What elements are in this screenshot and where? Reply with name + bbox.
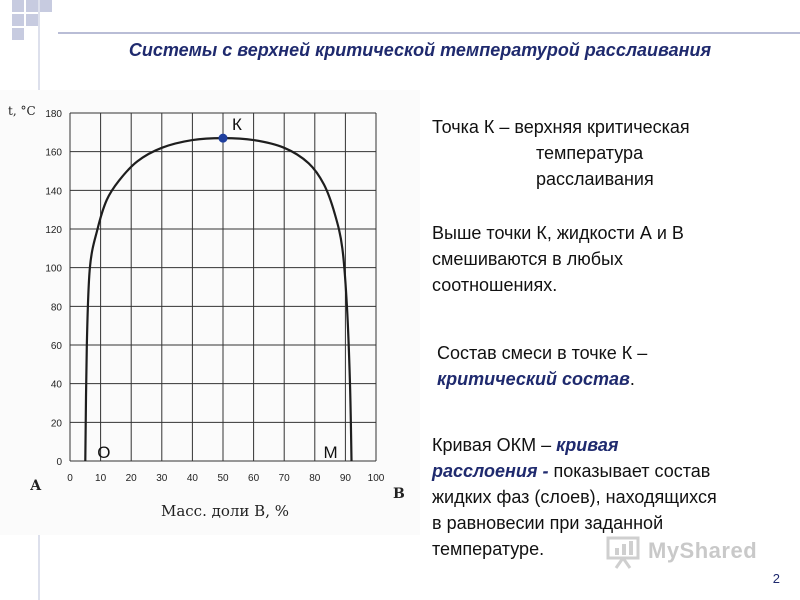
watermark-logo: [606, 535, 776, 569]
y-tick-label: 0: [56, 457, 62, 468]
curve-line5: температуре.: [432, 539, 545, 559]
x-tick-label: 0: [67, 473, 73, 484]
phase-diagram-chart: [0, 90, 420, 535]
presentation-icon: [606, 535, 642, 569]
chart-background: [0, 90, 420, 535]
above-k-line3: соотношениях.: [432, 275, 558, 295]
curve-term-part2: расслоения -: [432, 461, 549, 481]
composition-line2: критический состав.: [437, 369, 635, 389]
x-tick-label: 50: [217, 473, 229, 484]
x-tick-label: 70: [278, 473, 290, 484]
curve-line4: в равновесии при заданной: [432, 513, 664, 533]
x-tick-label: 90: [339, 473, 351, 484]
y-tick-label: 100: [45, 263, 62, 275]
above-k-line2: смешиваются в любых: [432, 249, 623, 269]
y-tick-label: 180: [45, 109, 62, 120]
critical-composition-term: критический состав: [437, 369, 630, 389]
x-tick-label: 80: [309, 473, 321, 484]
x-tick-label: 20: [125, 473, 137, 484]
y-tick-label: 40: [50, 379, 62, 391]
slide-number: 2: [772, 571, 780, 586]
x-left-component-label: А: [30, 478, 42, 494]
point-label-m: М: [323, 443, 338, 462]
x-tick-label: 40: [186, 473, 198, 484]
y-tick-label: 140: [45, 186, 62, 198]
y-tick-label: 60: [50, 341, 62, 352]
y-axis-label: t, °C: [8, 104, 36, 118]
x-tick-label: 100: [367, 473, 385, 484]
decorative-line: [58, 32, 800, 34]
y-tick-label: 120: [45, 225, 62, 236]
curve-line1: Кривая ОКМ – кривая: [432, 435, 619, 455]
y-tick-label: 20: [50, 418, 62, 430]
x-axis-label: Масс. доли В, %: [160, 502, 290, 520]
slide-title: Системы с верхней критической температурой расслаивания: [128, 40, 712, 60]
x-tick-label: 30: [156, 473, 168, 484]
x-right-component-label: В: [393, 486, 405, 502]
curve-term-part1: кривая: [556, 435, 619, 455]
k-definition-line3: расслаивания: [536, 169, 654, 189]
curve-line3: жидких фаз (слоев), находящихся: [432, 487, 717, 507]
point-label-k: К: [232, 115, 242, 135]
x-tick-label: 10: [95, 473, 107, 484]
above-k-line1: Выше точки К, жидкости А и В: [432, 223, 684, 243]
x-tick-label: 60: [248, 473, 260, 484]
k-definition-line1: Точка К – верхняя критическая: [432, 117, 690, 137]
critical-point-k: [219, 134, 228, 143]
y-tick-label: 160: [45, 147, 62, 159]
point-label-o: О: [97, 443, 111, 462]
k-definition-line2: температура: [536, 143, 644, 163]
y-tick-label: 80: [50, 302, 62, 314]
composition-line1: Состав смеси в точке К –: [437, 343, 648, 363]
curve-line2: расслоения - показывает состав: [432, 461, 711, 481]
watermark-text: MyShared: [648, 538, 758, 563]
